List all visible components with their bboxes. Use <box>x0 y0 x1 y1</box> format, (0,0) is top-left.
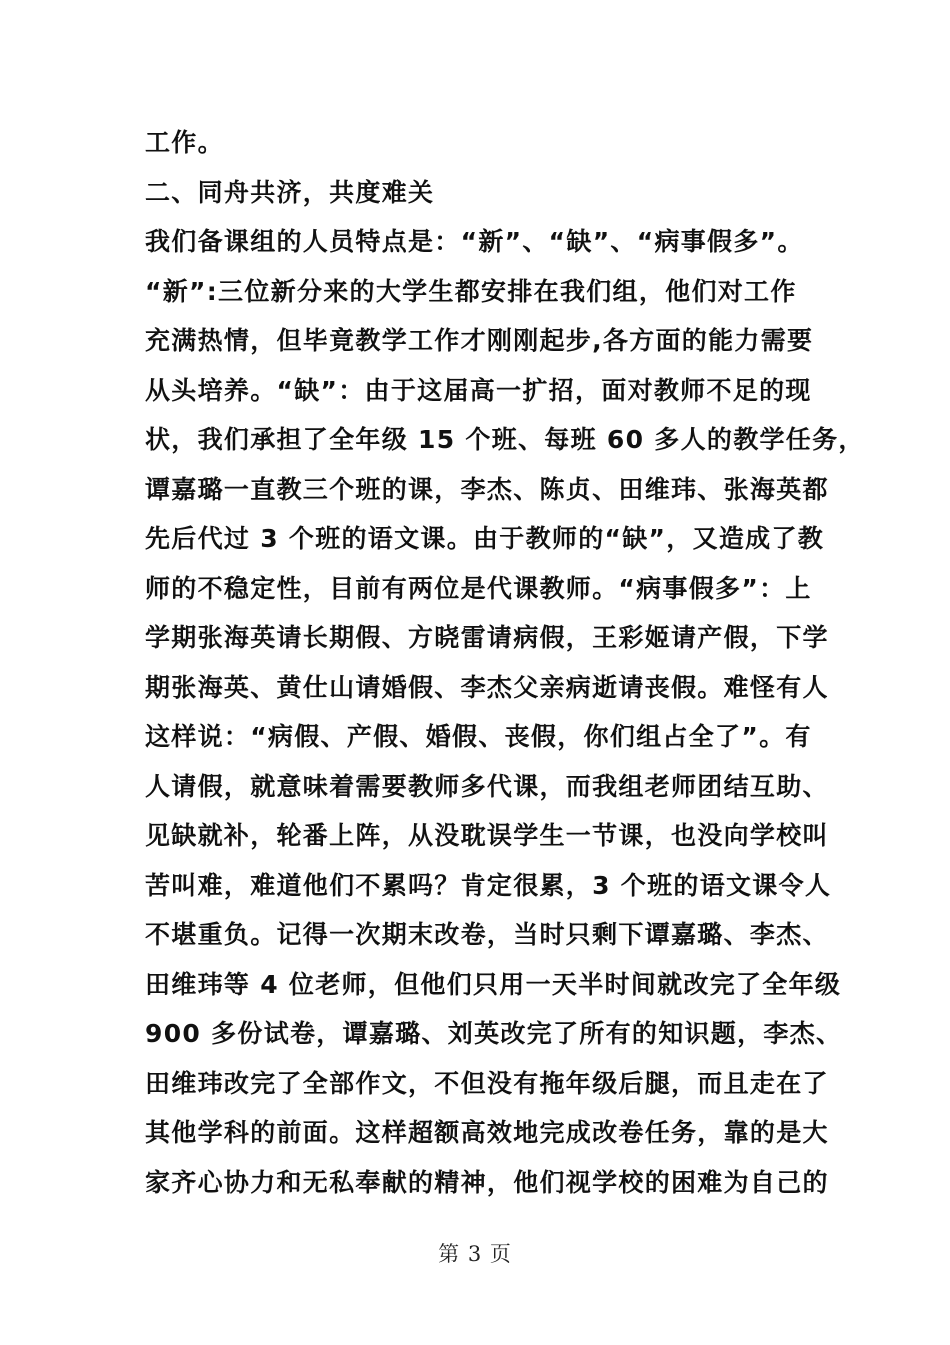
text-line: 期张海英、黄仕山请婚假、李杰父亲病逝请丧假。难怪有人 <box>145 672 829 702</box>
text-line: 先后代过 3 个班的语文课。由于教师的“缺”，又造成了教 <box>145 524 825 553</box>
text-line: 家齐心协力和无私奉献的精神，他们视学校的困难为自己的 <box>145 1167 829 1197</box>
text-line: 其他学科的前面。这样超额高效地完成改卷任务，靠的是大 <box>145 1118 829 1147</box>
text-line: “新”:三位新分来的大学生都安排在我们组，他们对工作 <box>145 276 797 306</box>
text-line: 这样说：“病假、产假、婚假、丧假，你们组占全了”。有 <box>145 722 812 751</box>
text-line: 工作。 <box>145 128 224 157</box>
text-line: 田维玮改完了全部作文，不但没有拖年级后腿，而且走在了 <box>145 1068 829 1098</box>
text-line: 学期张海英请长期假、方晓雷请病假，王彩姬请产假，下学 <box>145 623 829 652</box>
text-line: 人请假，就意味着需要教师多代课，而我组老师团结互助、 <box>145 771 829 801</box>
text-line: 谭嘉璐一直教三个班的课，李杰、陈贞、田维玮、张海英都 <box>145 474 829 504</box>
text-line: 我们备课组的人员特点是：“新”、“缺”、“病事假多”。 <box>145 227 804 256</box>
document-body <box>145 118 865 1207</box>
text-line: 状，我们承担了全年级 15 个班、每班 60 多人的教学任务， <box>145 425 865 454</box>
text-line: 田维玮等 4 位老师，但他们只用一天半时间就改完了全年级 <box>145 969 842 999</box>
text-line: 900 多份试卷，谭嘉璐、刘英改完了所有的知识题，李杰、 <box>145 1019 843 1048</box>
text-line: 不堪重负。记得一次期末改卷，当时只剩下谭嘉璐、李杰、 <box>145 920 829 949</box>
page-number: 第 3 页 <box>438 1242 512 1266</box>
section-heading: 二、同舟共济，共度难关 <box>145 177 435 207</box>
text-line: 充满热情，但毕竟教学工作才刚刚起步,各方面的能力需要 <box>145 326 814 355</box>
text-line: 从头培养。“缺”：由于这届高一扩招，面对教师不足的现 <box>145 375 812 405</box>
text-line: 见缺就补，轮番上阵，从没耽误学生一节课，也没向学校叫 <box>145 821 829 850</box>
text-line: 师的不稳定性，目前有两位是代课教师。“病事假多”：上 <box>145 573 812 603</box>
text-line: 苦叫难，难道他们不累吗？肯定很累，3 个班的语文课令人 <box>145 870 832 900</box>
